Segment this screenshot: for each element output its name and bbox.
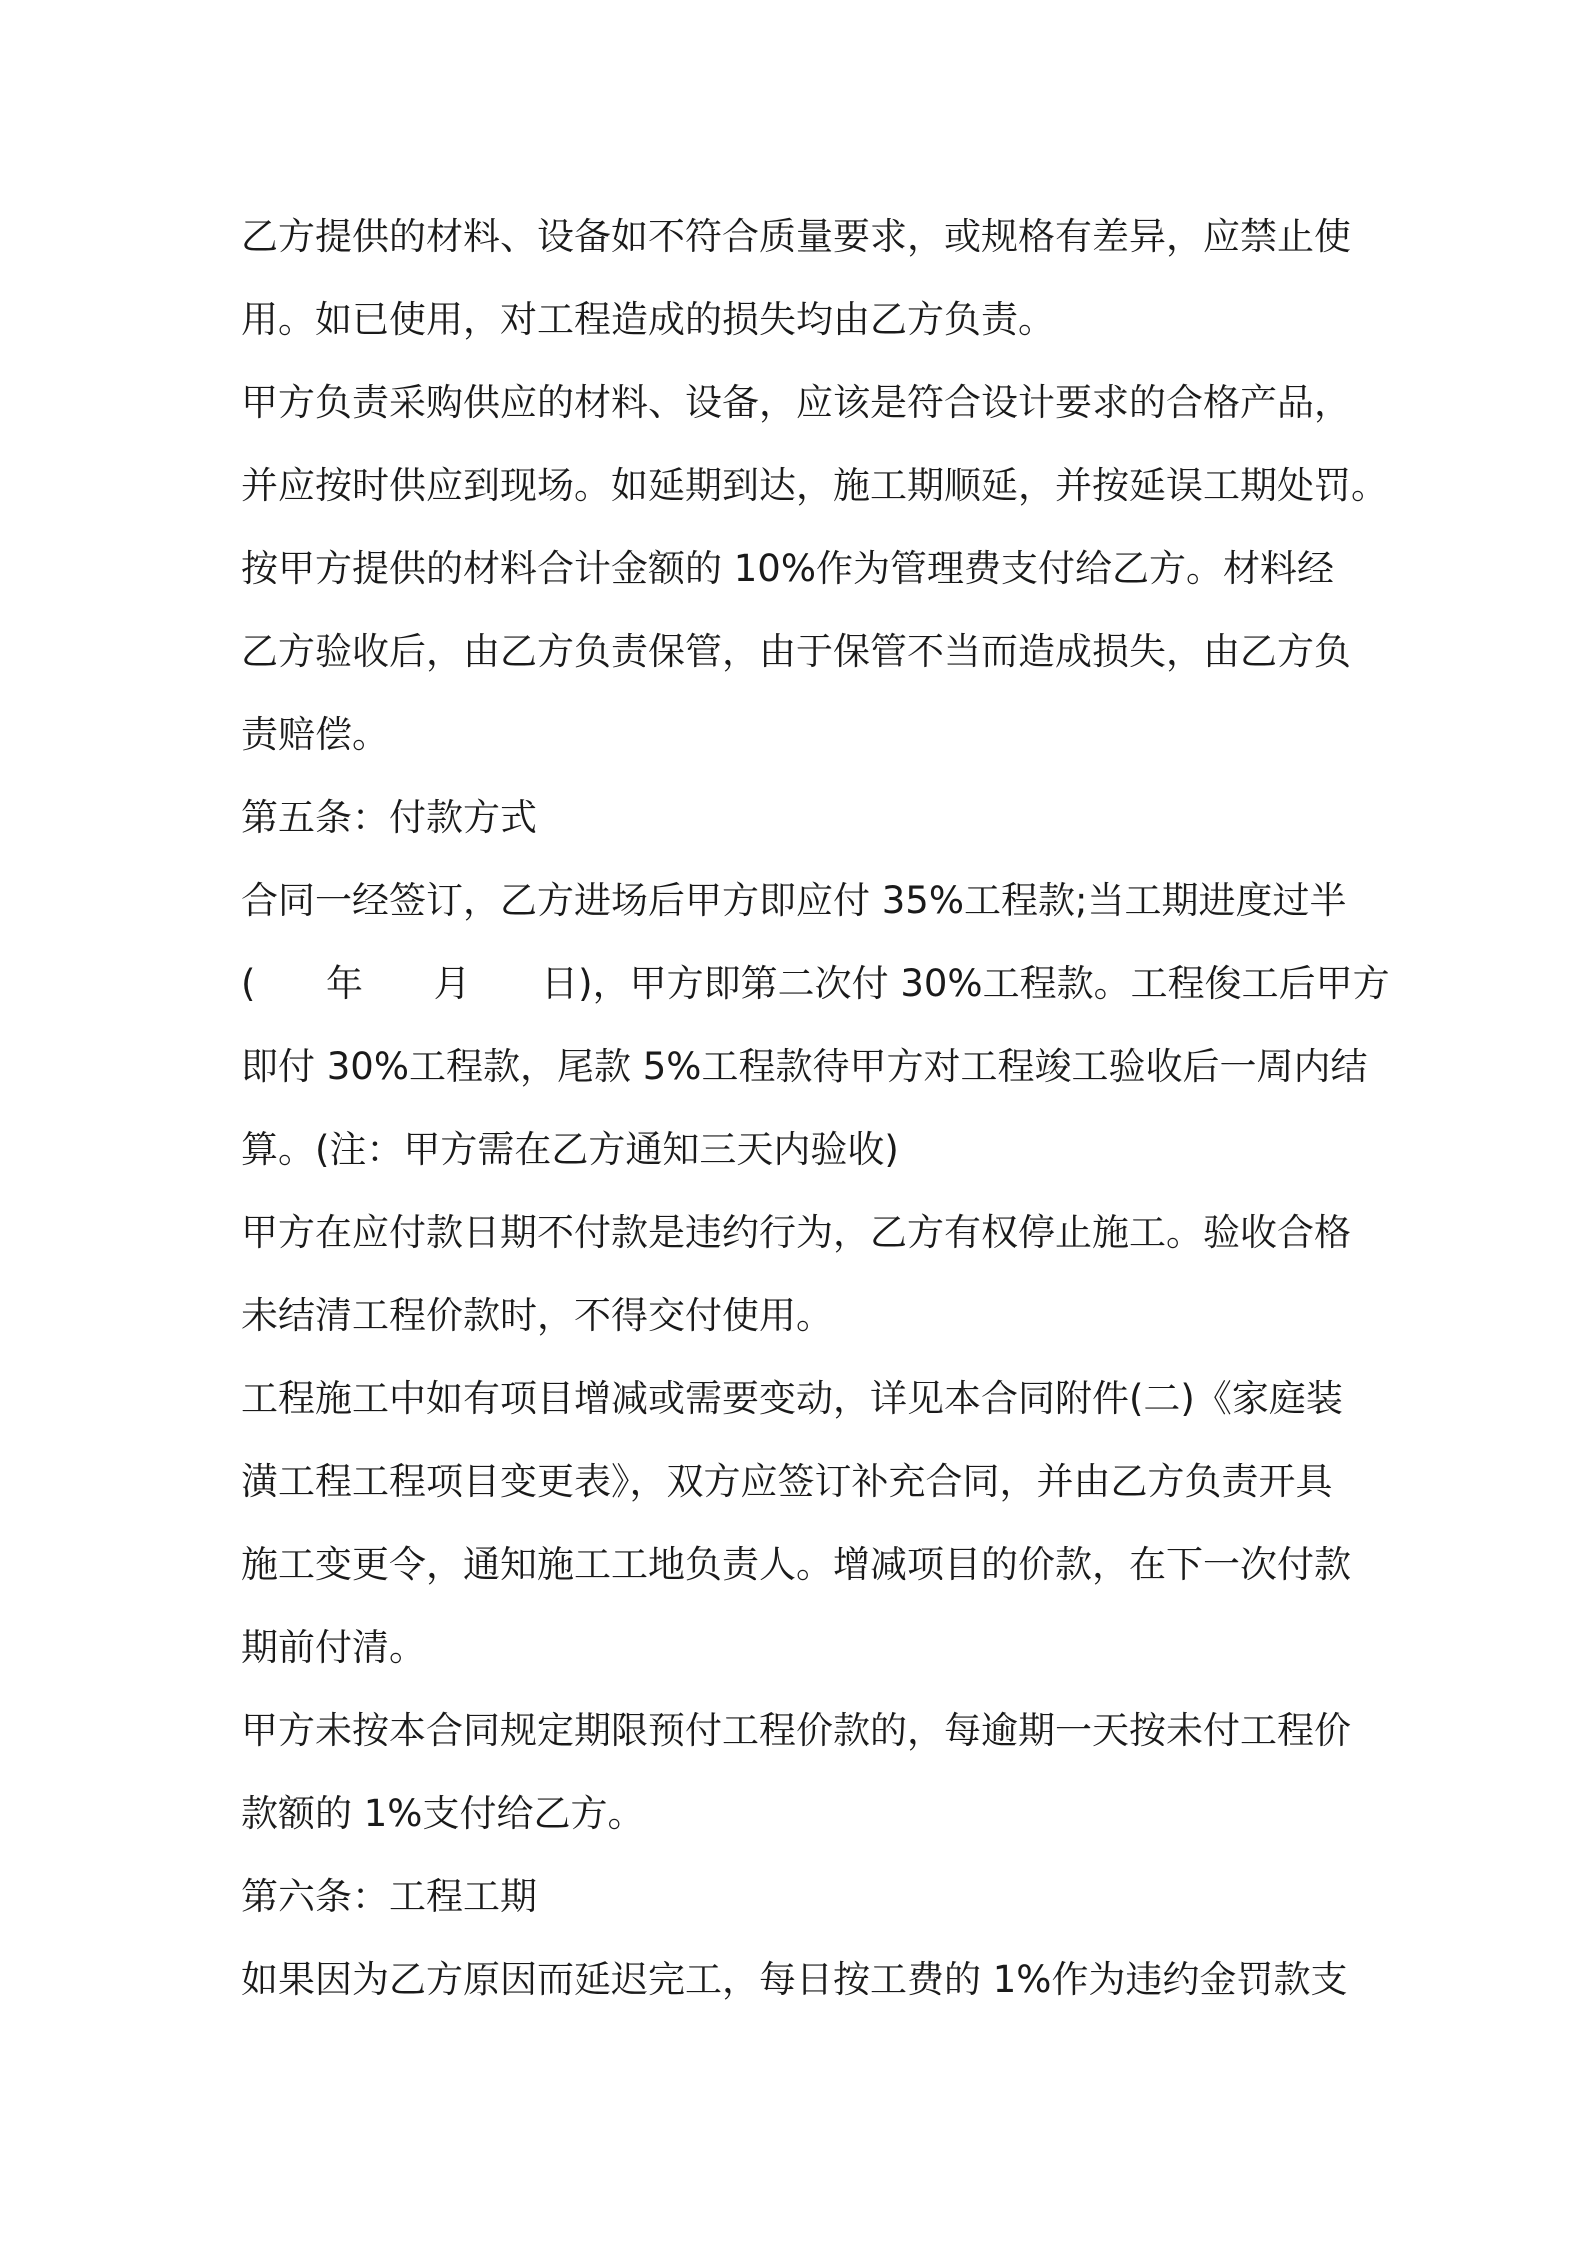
section-heading-6: 第六条：工程工期 xyxy=(241,1875,537,1918)
text-line-6: 乙方验收后，由乙方负责保管，由于保管不当而造成损失，由乙方负 xyxy=(241,630,1351,673)
text-line-19: 甲方未按本合同规定期限预付工程价款的，每逾期一天按未付工程价 xyxy=(241,1709,1351,1752)
text-line-7: 责赔偿。 xyxy=(241,713,389,756)
text-line-15: 工程施工中如有项目增减或需要变动，详见本合同附件(二)《家庭装 xyxy=(241,1377,1343,1420)
text-line-1: 乙方提供的材料、设备如不符合质量要求，或规格有差异，应禁止使 xyxy=(241,215,1351,258)
text-line-5: 按甲方提供的材料合计金额的 10%作为管理费支付给乙方。材料经 xyxy=(241,547,1334,590)
text-line-11: 即付 30%工程款，尾款 5%工程款待甲方对工程竣工验收后一周内结 xyxy=(241,1045,1368,1088)
text-line-3: 甲方负责采购供应的材料、设备，应该是符合设计要求的合格产品， xyxy=(241,381,1351,424)
text-line-16: 潢工程工程项目变更表》，双方应签订补充合同，并由乙方负责开具 xyxy=(241,1460,1333,1503)
document-body xyxy=(241,195,1390,2021)
text-line-14: 未结清工程价款时，不得交付使用。 xyxy=(241,1294,833,1337)
text-line-2: 用。如已使用，对工程造成的损失均由乙方负责。 xyxy=(241,298,1055,341)
section-heading-5: 第五条：付款方式 xyxy=(241,796,537,839)
text-line-13: 甲方在应付款日期不付款是违约行为，乙方有权停止施工。验收合格 xyxy=(241,1211,1351,1254)
text-line-22: 如果因为乙方原因而延迟完工，每日按工费的 1%作为违约金罚款支 xyxy=(241,1958,1348,2001)
text-line-17: 施工变更令，通知施工工地负责人。增减项目的价款，在下一次付款 xyxy=(241,1543,1351,1586)
text-line-20: 款额的 1%支付给乙方。 xyxy=(241,1792,645,1835)
text-line-18: 期前付清。 xyxy=(241,1626,426,1669)
text-line-12: 算。(注：甲方需在乙方通知三天内验收) xyxy=(241,1128,899,1171)
text-line-9: 合同一经签订，乙方进场后甲方即应付 35%工程款;当工期进度过半 xyxy=(241,879,1347,922)
text-line-10: ( 年 月 日)，甲方即第二次付 30%工程款。工程俊工后甲方 xyxy=(241,962,1390,1005)
text-line-4: 并应按时供应到现场。如延期到达，施工期顺延，并按延误工期处罚。 xyxy=(241,464,1388,507)
